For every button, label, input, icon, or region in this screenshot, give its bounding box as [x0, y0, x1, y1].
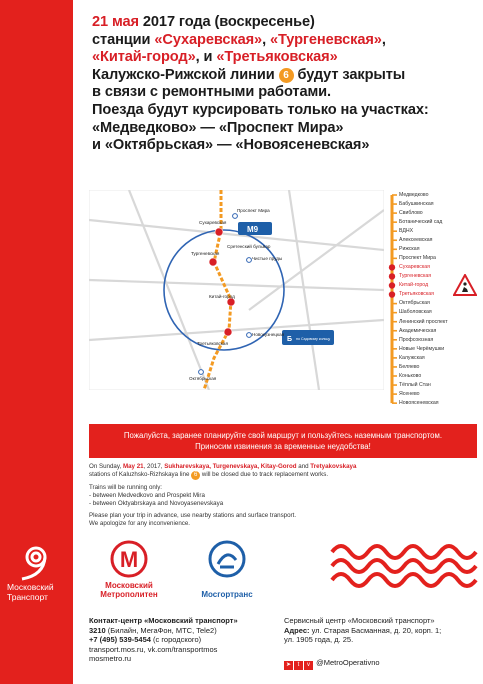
line-station-name: Медведково — [399, 191, 429, 198]
contacts-operators: (Билайн, МегаФон, МТС, Tele2) — [105, 625, 217, 635]
contacts-site-2[interactable]: mosmetro.ru — [89, 654, 132, 663]
contacts-phone-note: (с городского) — [150, 635, 202, 644]
closed-station-marker — [389, 291, 395, 297]
metro-name-1: Московский — [105, 580, 153, 590]
map-label-turgenevskaya: Тургеневская — [191, 251, 220, 256]
service-center — [284, 616, 479, 645]
service-address-label: Адрес: — [284, 625, 310, 635]
closed-station-marker — [389, 273, 395, 279]
brand-name — [7, 582, 71, 602]
en-p1-d: will be closed due to track replacement works. — [200, 471, 329, 479]
closed-station-marker — [389, 282, 395, 288]
telegram-icon[interactable]: ➤ — [285, 662, 292, 668]
info-banner — [89, 424, 477, 458]
headline-line-suffix: будут закрыты — [293, 66, 406, 83]
line-station-name: Октябрьская — [399, 300, 430, 307]
en-line-badge: 6 — [191, 471, 200, 480]
line-station-name: Рижская — [399, 246, 420, 253]
map-label-oktyabrskaya: Октябрьская — [189, 376, 217, 381]
line-station-name: Новоясеневская — [399, 399, 439, 406]
line-station-name: Бабушкинская — [399, 200, 434, 207]
headline-date-rest: 2017 года (воскресенье) — [138, 14, 315, 30]
brand-sidebar — [0, 0, 73, 684]
closed-marker-sukharevskaya — [215, 228, 223, 236]
line-station-name: Тёплый Стан — [399, 381, 431, 388]
headline-line-prefix: Калужско-Рижской линии — [92, 66, 279, 83]
contacts-phone: +7 (495) 539-5454 — [89, 635, 151, 644]
metro-name-2: Метрополитен — [100, 590, 158, 599]
headline-line-3: в связи с ремонтными работами. — [92, 84, 331, 101]
line-station-name: Проспект Мира — [399, 255, 436, 262]
line-station-name: Шаболовская — [399, 309, 432, 316]
headline-date: 21 мая — [92, 14, 139, 30]
metro-logo-letter: М — [119, 547, 139, 572]
line-station-name: Калужская — [399, 354, 425, 361]
en-and: and — [296, 463, 311, 470]
contact-center — [89, 616, 274, 664]
line-station-name: Ботанический сад — [399, 218, 443, 225]
social-links — [284, 658, 380, 670]
service-address-2: ул. 1905 года, д. 25. — [284, 635, 354, 644]
station-oktyabrskaya — [199, 370, 204, 375]
mosgortrans-logo-block — [182, 540, 272, 599]
headline-station-4: «Третьяковская» — [216, 49, 338, 66]
metro-map — [89, 190, 384, 390]
banner-line-2: Приносим извинения за временные неудобства! — [195, 442, 371, 451]
closed-marker-turgenevskaya — [209, 258, 217, 266]
vk-icon[interactable]: v — [304, 661, 313, 670]
english-notice — [89, 463, 477, 532]
line-station-name: Ясенево — [399, 390, 420, 397]
line-station-name: Третьяковская — [399, 291, 434, 298]
social-handle[interactable]: @MetroOperativno — [316, 658, 380, 667]
line-6-badge: 6 — [279, 68, 294, 83]
service-title: Сервисный центр «Московский транспорт» — [284, 616, 435, 625]
en-p3-b: We apologize for any inconvenience. — [89, 520, 191, 528]
twitter-icon[interactable]: t — [294, 661, 303, 670]
moscow-transport-logo — [8, 545, 64, 581]
headline-and: , и — [195, 49, 217, 66]
en-p1-a: On Sunday, — [89, 463, 123, 470]
headline-station-1: «Сухаревская» — [154, 31, 263, 48]
brand-line-2: Транспорт — [7, 592, 48, 602]
en-stations: Sukharevskaya, Turgenevskaya, Kitay-Gorod — [164, 463, 297, 470]
line-station-name: Коньково — [399, 372, 422, 379]
mos-wave-logo — [330, 540, 480, 590]
headline: 21 мая 2017 года (воскресенье) станции «Сухаревская», «Тургеневская», «Китай-город», и «Третьяковская» Калужско-Рижской линии 6 будут закрыты в связи с ремонтными работами. Поезда будут курсировать только на участках: «Медведково» — «Проспект Мира» и «Октябрьская» — «Новоясеневская» — [92, 14, 477, 155]
bus-b-label: Б — [287, 336, 293, 343]
station-prospekt-mira — [233, 214, 238, 219]
banner-line-1: Пожалуйста, заранее планируйте свой маршрут и пользуйтесь наземным транспортом. — [123, 431, 443, 440]
headline-station-3: «Китай-город» — [92, 49, 196, 66]
bus-m9-label: М9 — [247, 225, 259, 234]
line-station-name: Новые Черёмушки — [399, 345, 445, 352]
en-p2-a: Trains will be running only: — [89, 483, 163, 491]
line-6-station-list — [385, 190, 480, 415]
map-label-novokuznetskaya: Новокузнецкая — [252, 332, 285, 337]
en-date: May 21 — [122, 463, 144, 470]
line-station-name: Алексеевская — [399, 237, 433, 244]
headline-line-6: и «Октябрьская» — «Новоясеневская» — [92, 137, 370, 154]
contacts-site-1[interactable]: transport.mos.ru, vk.com/transportmos — [89, 644, 218, 654]
station-novokuznetskaya — [247, 333, 252, 338]
closed-station-marker — [389, 264, 395, 270]
brand-line-1: Московский — [7, 582, 54, 592]
contacts-short-number: 3210 — [89, 625, 106, 635]
line-station-name: ВДНХ — [399, 228, 414, 234]
map-label-kitay-gorod: Китай-город — [209, 294, 235, 299]
metro-logo-block — [89, 540, 169, 600]
map-label-chistye-prudy: Чистые пруды — [252, 256, 283, 261]
en-p2-b: - between Medvedkovo and Prospekt Mira — [89, 491, 205, 499]
en-p2-c: - between Oktyabrskaya and Novoyasenevskaya — [89, 500, 224, 508]
bus-b-note: по Садовому кольцу — [296, 337, 331, 341]
headline-line-4: Поезда будут курсировать только на участках: — [92, 101, 429, 118]
headline-station-2: «Тургеневская» — [270, 31, 382, 48]
en-p1-c: stations of Kaluzhsko-Rizhskaya line — [89, 471, 192, 479]
map-label-prospekt-mira: Проспект Мира — [237, 208, 270, 213]
closed-marker-kitay-gorod — [227, 298, 235, 306]
station-chistye-prudy — [247, 258, 252, 263]
line-station-name: Ленинский проспект — [399, 318, 448, 325]
en-p1-b: , 2017, — [143, 463, 165, 470]
en-p3-a: Please plan your trip in advance, use nearby stations and surface transport. — [89, 511, 297, 519]
metro-logo-icon — [110, 540, 148, 578]
en-station-4: Tretyakovskaya — [310, 463, 357, 470]
contacts-title: Контакт-центр «Московский транспорт» — [89, 616, 238, 625]
roadworks-sign-icon — [453, 274, 477, 296]
mosgortrans-logo-icon — [208, 540, 246, 578]
map-label-sretensky: Сретенский бульвар — [227, 244, 271, 249]
line-station-name: Китай-город — [399, 282, 429, 289]
headline-line-5: «Медведково» — «Проспект Мира» — [92, 119, 344, 136]
headline-stations-prefix: станции — [92, 31, 155, 48]
line-station-name: Тургеневская — [399, 273, 432, 280]
mosgortrans-name: Мосгортранс — [201, 589, 253, 599]
line-station-name: Свиблово — [399, 209, 423, 216]
line-station-name: Беляево — [399, 363, 420, 370]
line-station-name: Академическая — [399, 327, 437, 334]
map-label-tretyakovskaya: Третьяковская — [197, 341, 228, 346]
line-station-name: Сухаревская — [399, 264, 430, 271]
line-station-name: Профсоюзная — [399, 336, 434, 343]
service-address: ул. Старая Басманная, д. 20, корп. 1; — [309, 625, 442, 635]
closed-marker-tretyakovskaya — [224, 328, 232, 336]
map-label-sukharevskaya: Сухаревская — [199, 220, 227, 225]
